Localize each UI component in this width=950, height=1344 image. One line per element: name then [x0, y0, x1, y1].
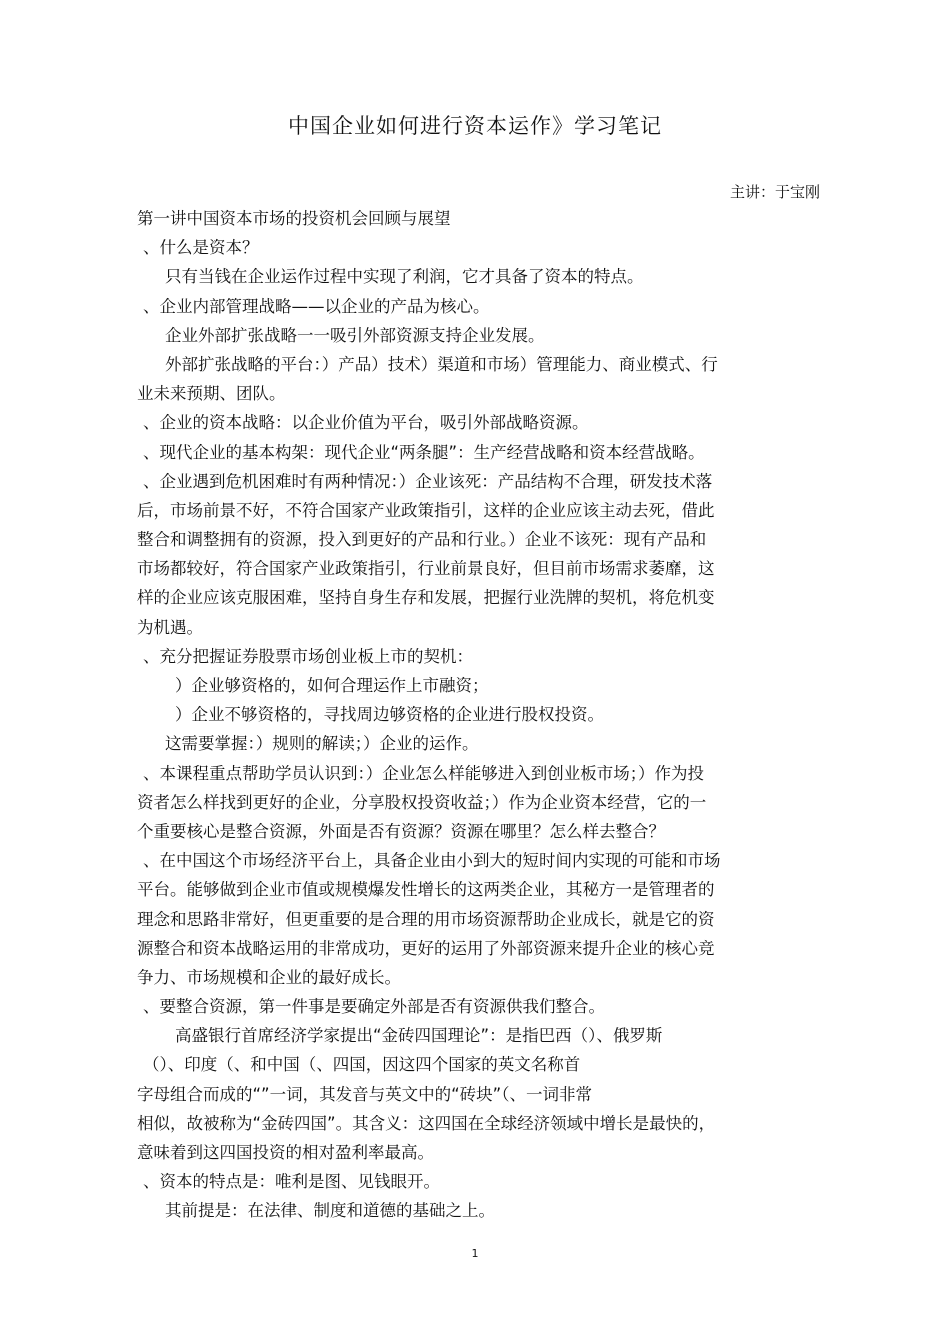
text-line: 高盛银行首席经济学家提出“金砖四国理论”：是指巴西（）、俄罗斯 — [175, 1026, 663, 1046]
text-line: 、企业的资本战略：以企业价值为平台，吸引外部战略资源。 — [143, 413, 589, 433]
text-line: 理念和思路非常好，但更重要的是合理的用市场资源帮助企业成长，就是它的资 — [137, 909, 715, 929]
text-line: 为机遇。 — [137, 617, 203, 637]
author-line: 主讲：于宝刚 — [729, 183, 820, 201]
text-line: 平台。能够做到企业市值或规模爆发性增长的这两类企业，其秘方一是管理者的 — [137, 880, 715, 900]
document-body — [137, 204, 827, 1226]
text-line: 外部扩张战略的平台：）产品）技术）渠道和市场）管理能力、商业模式、行 — [165, 354, 718, 374]
text-line: 、充分把握证券股票市场创业板上市的契机： — [143, 646, 473, 666]
text-line: 、企业内部管理战略——以企业的产品为核心。 — [143, 296, 490, 316]
text-line: 字母组合而成的“”一词，其发音与英文中的“砖块”（、一词非常 — [137, 1084, 592, 1104]
text-line: 这需要掌握：）规则的解读；）企业的运作。 — [165, 734, 479, 754]
text-line: 意味着到这四国投资的相对盈利率最高。 — [137, 1143, 434, 1162]
text-line: 争力、市场规模和企业的最好成长。 — [137, 967, 401, 987]
text-line: ）企业不够资格的，寻找周边够资格的企业进行股权投资。 — [175, 705, 604, 725]
text-line: 、资本的特点是：唯利是图、见钱眼开。 — [143, 1172, 440, 1192]
document-title: 中国企业如何进行资本运作》学习笔记 — [288, 114, 662, 138]
text-line: 只有当钱在企业运作过程中实现了利润，它才具备了资本的特点。 — [165, 267, 644, 287]
text-line: 企业外部扩张战略一一吸引外部资源支持企业发展。 — [165, 325, 545, 345]
text-line: 、要整合资源，第一件事是要确定外部是否有资源供我们整合。 — [143, 997, 605, 1017]
page-number: 1 — [471, 1247, 479, 1260]
text-line: 相似，故被称为“金砖四国”。其含义：这四国在全球经济领域中增长是最快的， — [137, 1113, 716, 1133]
text-line: 个重要核心是整合资源，外面是否有资源？资源在哪里？怎么样去整合？ — [137, 821, 665, 841]
text-line: （）、印度（、和中国（、四国，因这四个国家的英文名称首 — [143, 1055, 581, 1075]
section-heading: 第一讲中国资本市场的投资机会回顾与展望 — [137, 209, 451, 228]
text-line: 、企业遇到危机困难时有两种情况：）企业该死：产品结构不合理，研发技术落 — [143, 471, 713, 491]
text-line: 、本课程重点帮助学员认识到：）企业怎么样能够进入到创业板市场；）作为投 — [143, 763, 704, 783]
text-line: 、什么是资本？ — [143, 238, 259, 258]
text-line: 其前提是：在法律、制度和道德的基础之上。 — [165, 1201, 495, 1221]
text-line: 整合和调整拥有的资源，投入到更好的产品和行业。）企业不该死：现有产品和 — [137, 530, 707, 550]
text-line: 资者怎么样找到更好的企业，分享股权投资收益；）作为企业资本经营，它的一 — [137, 792, 707, 812]
text-line: 样的企业应该克服困难，坚持自身生存和发展，把握行业洗牌的契机，将危机变 — [137, 588, 715, 608]
text-line: ）企业够资格的，如何合理运作上市融资； — [175, 676, 489, 695]
text-line: 业未来预期、团队。 — [137, 384, 286, 404]
text-line: 后，市场前景不好，不符合国家产业政策指引，这样的企业应该主动去死，借此 — [137, 500, 715, 520]
text-line: 源整合和资本战略运用的非常成功，更好的运用了外部资源来提升企业的核心竞 — [137, 938, 715, 958]
text-line: 、现代企业的基本构架：现代企业“两条腿”：生产经营战略和资本经营战略。 — [143, 442, 705, 462]
text-line: 市场都较好，符合国家产业政策指引，行业前景良好，但目前市场需求萎靡，这 — [137, 559, 715, 579]
text-line: 、在中国这个市场经济平台上，具备企业由小到大的短时间内实现的可能和市场 — [143, 851, 721, 871]
